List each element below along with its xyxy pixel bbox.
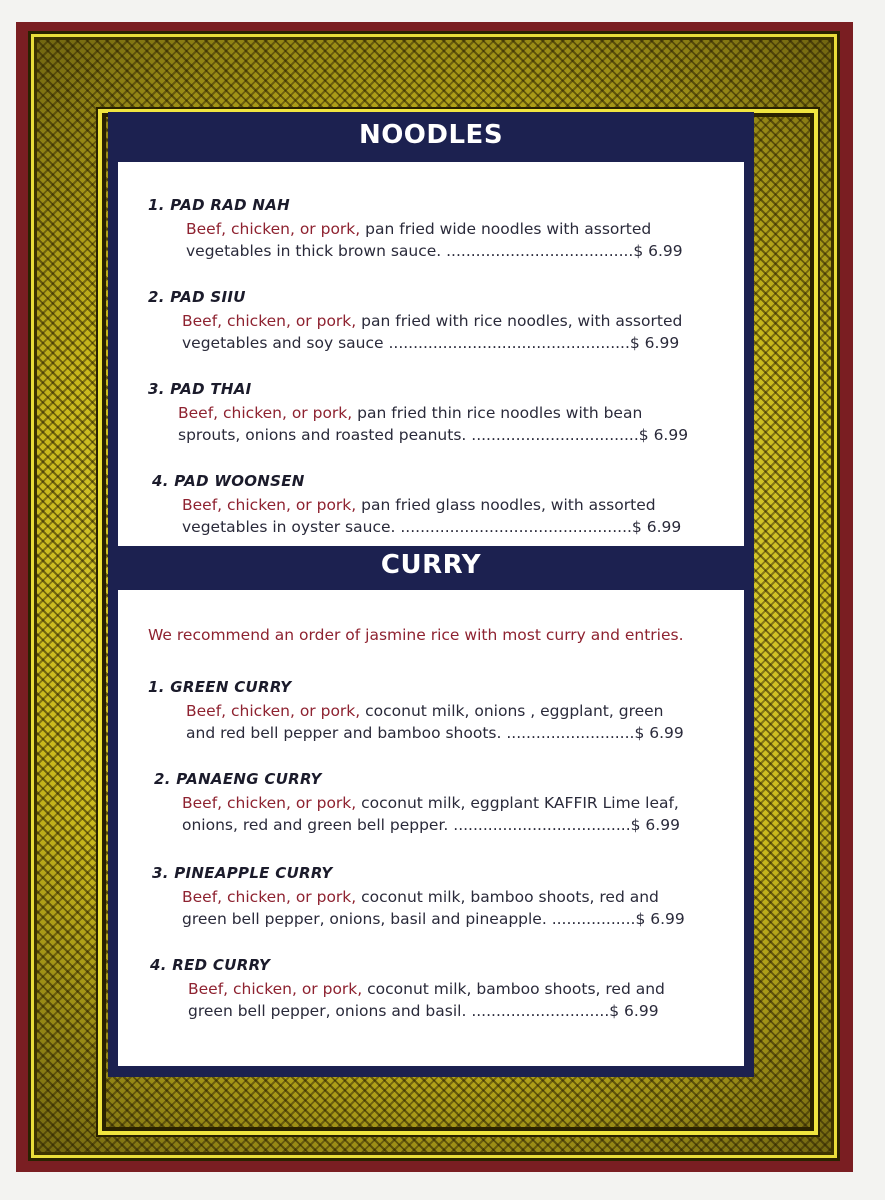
item-desc-line1: coconut milk, bamboo shoots, red and	[362, 980, 665, 998]
curry-section-title: CURRY	[380, 550, 482, 580]
item-desc-line2: vegetables and soy sauce .................................................$ 6.99	[182, 334, 680, 352]
item-desc-line2: green bell pepper, onions, basil and pineapple. .................$ 6.99	[182, 910, 685, 928]
item-name: 2. PANAENG CURRY	[154, 770, 322, 788]
item-meat-options: Beef, chicken, or pork,	[178, 404, 353, 422]
item-desc-line2: sprouts, onions and roasted peanuts. ..................................$ 6.99	[178, 426, 689, 444]
item-description	[188, 978, 740, 1022]
item-name: 3. PAD THAI	[148, 380, 252, 398]
item-name: 4. RED CURRY	[150, 956, 271, 974]
item-meat-options: Beef, chicken, or pork,	[182, 496, 357, 514]
item-name: 4. PAD WOONSEN	[152, 472, 305, 490]
item-desc-line2: onions, red and green bell pepper. ....................................$ 6.99	[182, 816, 680, 834]
item-desc-line1: pan fried with rice noodles, with assorted	[356, 312, 683, 330]
item-meat-options: Beef, chicken, or pork,	[182, 312, 357, 330]
item-name: 1. PAD RAD NAH	[148, 196, 291, 214]
item-desc-line1: pan fried wide noodles with assorted	[360, 220, 652, 238]
item-desc-line1: coconut milk, bamboo shoots, red and	[356, 888, 659, 906]
item-meat-options: Beef, chicken, or pork,	[182, 888, 357, 906]
item-name: 3. PINEAPPLE CURRY	[152, 864, 333, 882]
item-desc-line2: and red bell pepper and bamboo shoots. ..........................$ 6.99	[186, 724, 684, 742]
item-description	[178, 402, 730, 446]
item-description	[182, 792, 734, 836]
item-desc-line2: vegetables in thick brown sauce. ......................................$ 6.99	[186, 242, 683, 260]
item-meat-options: Beef, chicken, or pork,	[188, 980, 363, 998]
item-desc-line1: coconut milk, eggplant KAFFIR Lime leaf,	[356, 794, 679, 812]
item-name: 1. GREEN CURRY	[148, 678, 292, 696]
item-meat-options: Beef, chicken, or pork,	[186, 220, 361, 238]
noodles-card	[118, 162, 744, 546]
item-description	[182, 886, 734, 930]
item-description	[186, 700, 738, 744]
item-description	[182, 310, 734, 354]
item-desc-line1: pan fried glass noodles, with assorted	[356, 496, 656, 514]
item-meat-options: Beef, chicken, or pork,	[182, 794, 357, 812]
noodles-section-title: NOODLES	[358, 120, 504, 150]
curry-card	[118, 590, 744, 1066]
menu-panel	[108, 112, 754, 1077]
item-desc-line2: vegetables in oyster sauce. ...............................................$ 6.99	[182, 518, 682, 536]
rice-recommendation-note: We recommend an order of jasmine rice with most curry and entries.	[148, 626, 684, 644]
item-desc-line1: pan fried thin rice noodles with bean	[352, 404, 643, 422]
item-desc-line2: green bell pepper, onions and basil. ............................$ 6.99	[188, 1002, 659, 1020]
item-meat-options: Beef, chicken, or pork,	[186, 702, 361, 720]
item-name: 2. PAD SIIU	[148, 288, 246, 306]
item-description	[186, 218, 738, 262]
item-desc-line1: coconut milk, onions , eggplant, green	[360, 702, 664, 720]
item-description	[182, 494, 734, 538]
